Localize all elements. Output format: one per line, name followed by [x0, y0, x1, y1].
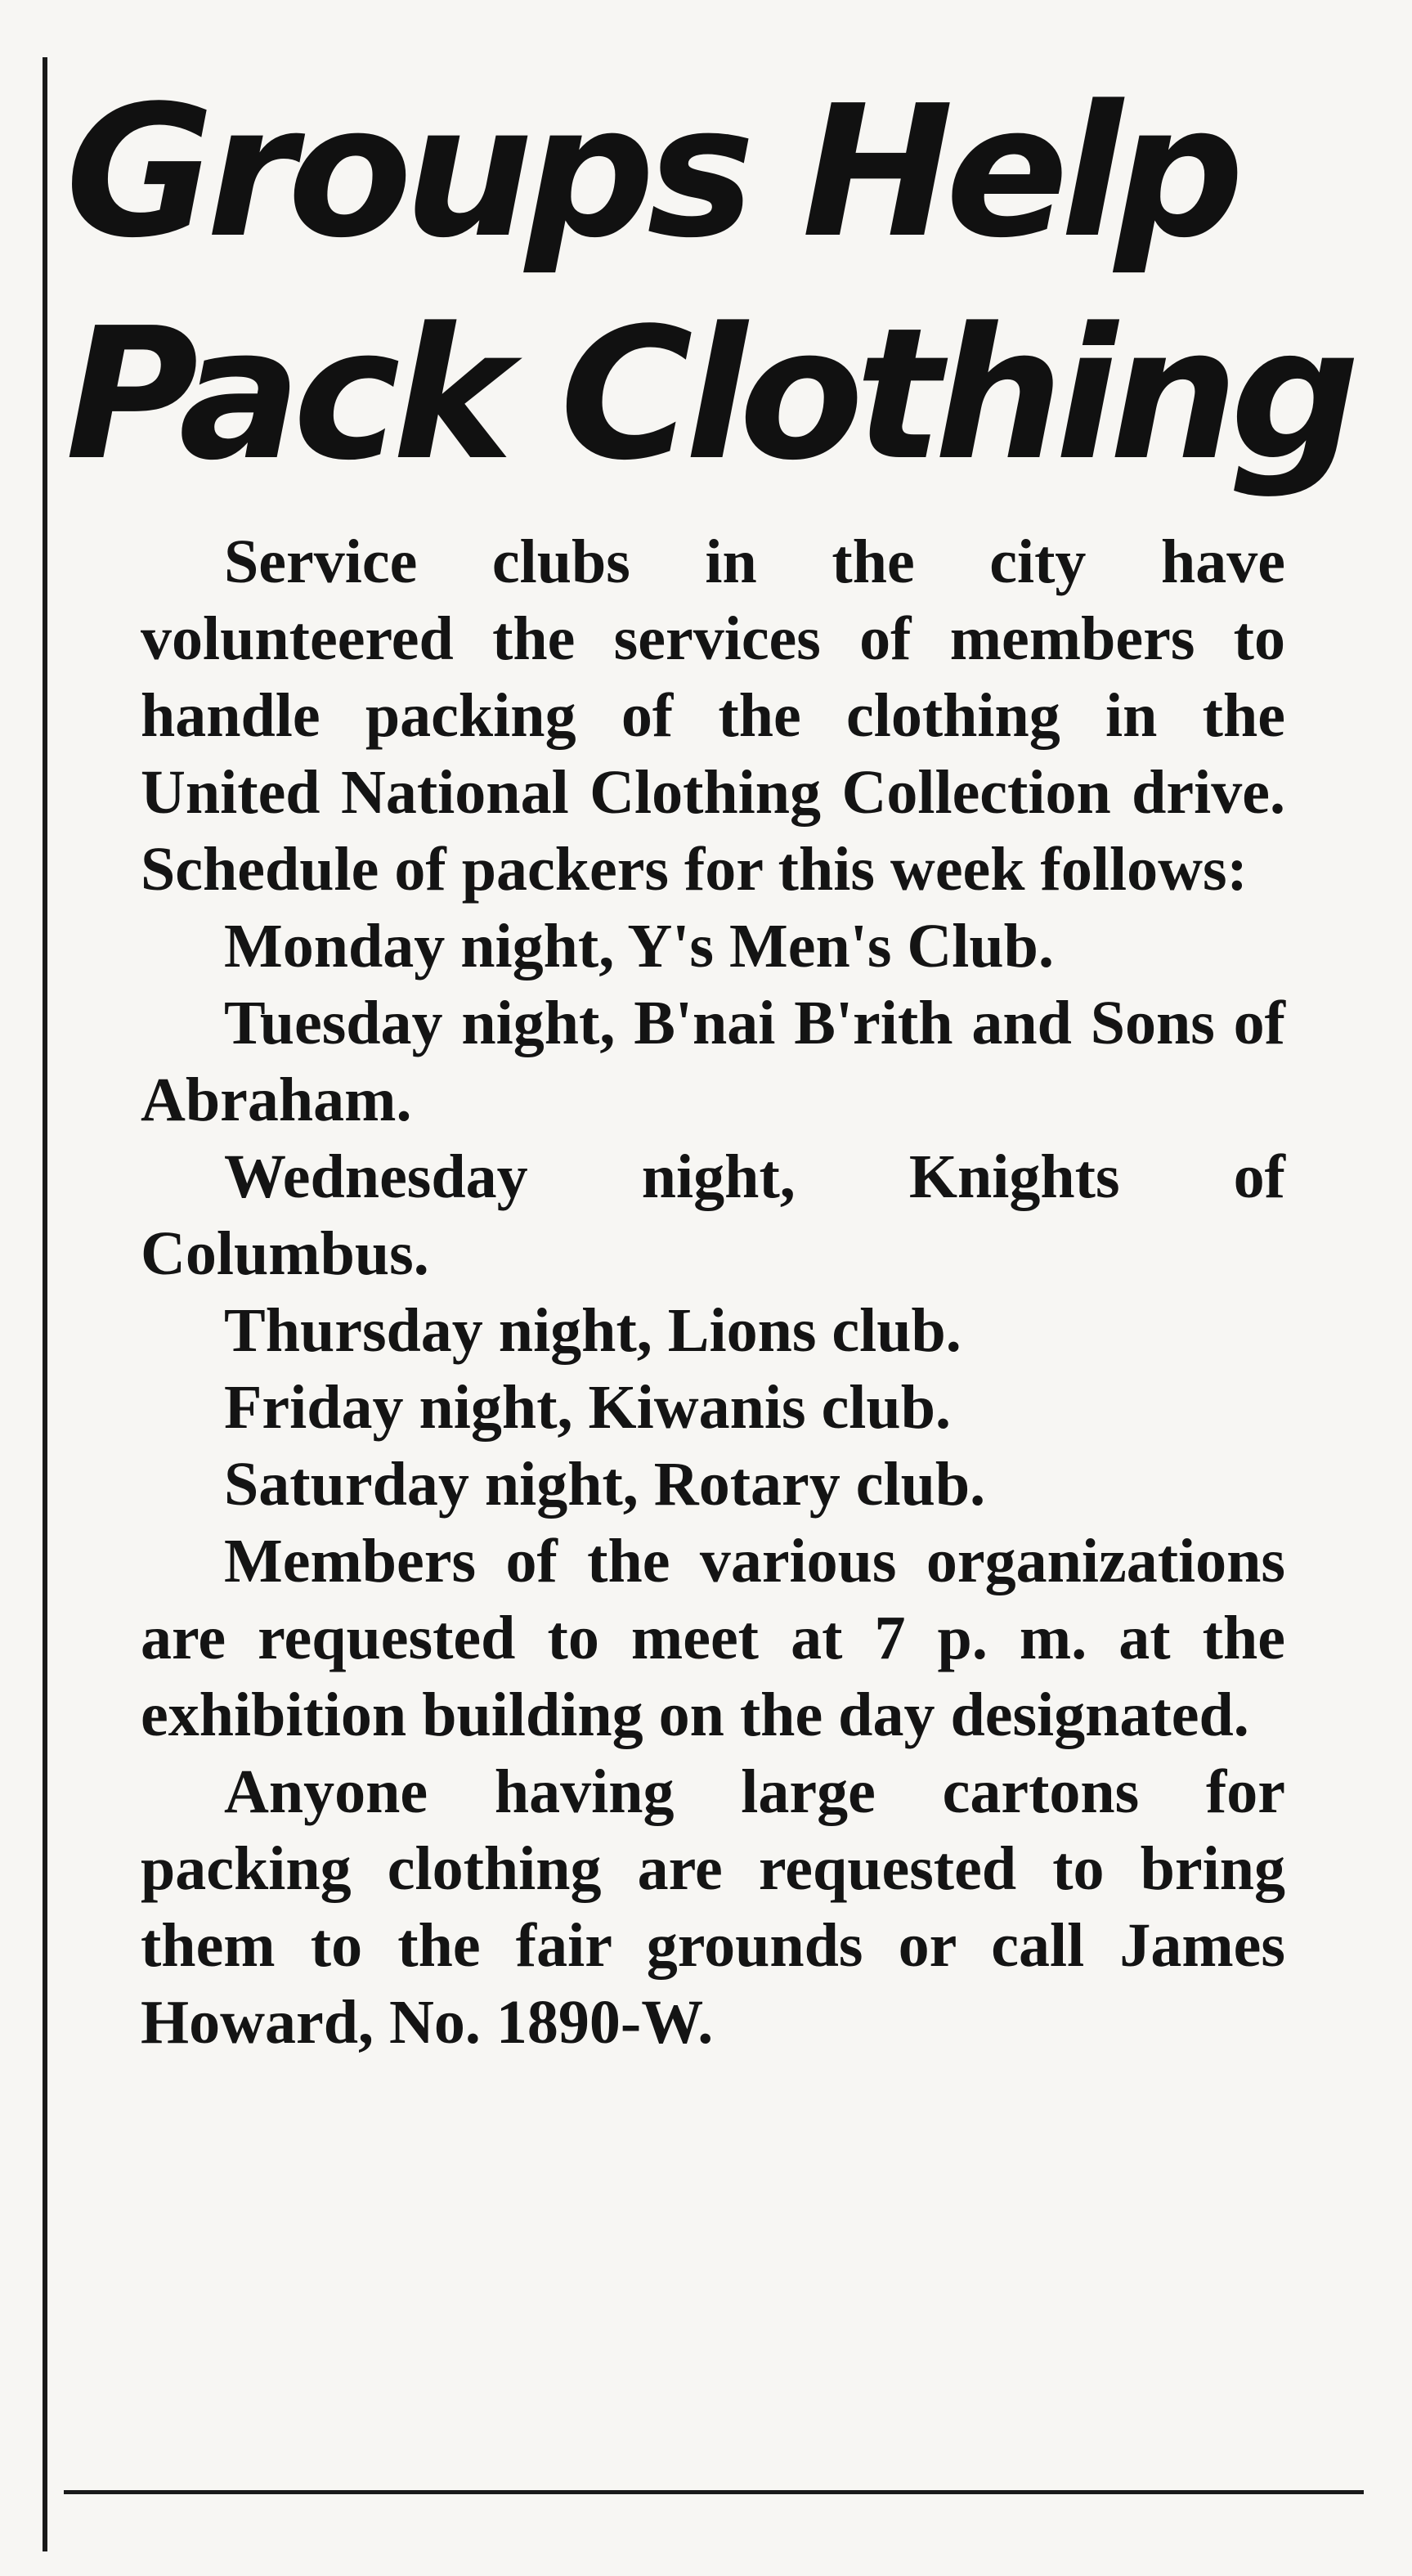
headline-line-1: Groups Help — [65, 67, 1236, 278]
paragraph-wednesday: Wednesday night, Knights of Columbus. — [141, 1142, 1285, 1288]
paragraph-tuesday: Tuesday night, B'nai B'rith and Sons of Abraham. — [141, 989, 1285, 1134]
paragraph-members: Members of the various organizations are requested to meet at 7 p. m. at the exhibition building on the day designated. — [141, 1527, 1285, 1749]
left-column-rule — [43, 57, 47, 2551]
paragraph-monday: Monday night, Y's Men's Club. — [224, 912, 1054, 981]
paragraph-intro: Service clubs in the city have volunteered the services of members to handle packing of the clothing in the United National Clothing Collection drive. Schedule of packers for this week follows: — [141, 527, 1285, 904]
headline-line-2: Pack Clothing — [65, 289, 1352, 500]
paragraph-saturday: Saturday night, Rotary club. — [224, 1450, 986, 1519]
paragraph-cartons: Anyone having large cartons for packing clothing are requested to bring them to the fair grounds or call James Howard, No. 1890-W. — [141, 1757, 1285, 2057]
headline — [65, 61, 1390, 506]
paragraph-thursday: Thursday night, Lions club. — [224, 1296, 962, 1365]
bottom-rule — [64, 2490, 1364, 2494]
paragraph-friday: Friday night, Kiwanis club. — [224, 1373, 951, 1442]
article-body — [141, 523, 1285, 2061]
